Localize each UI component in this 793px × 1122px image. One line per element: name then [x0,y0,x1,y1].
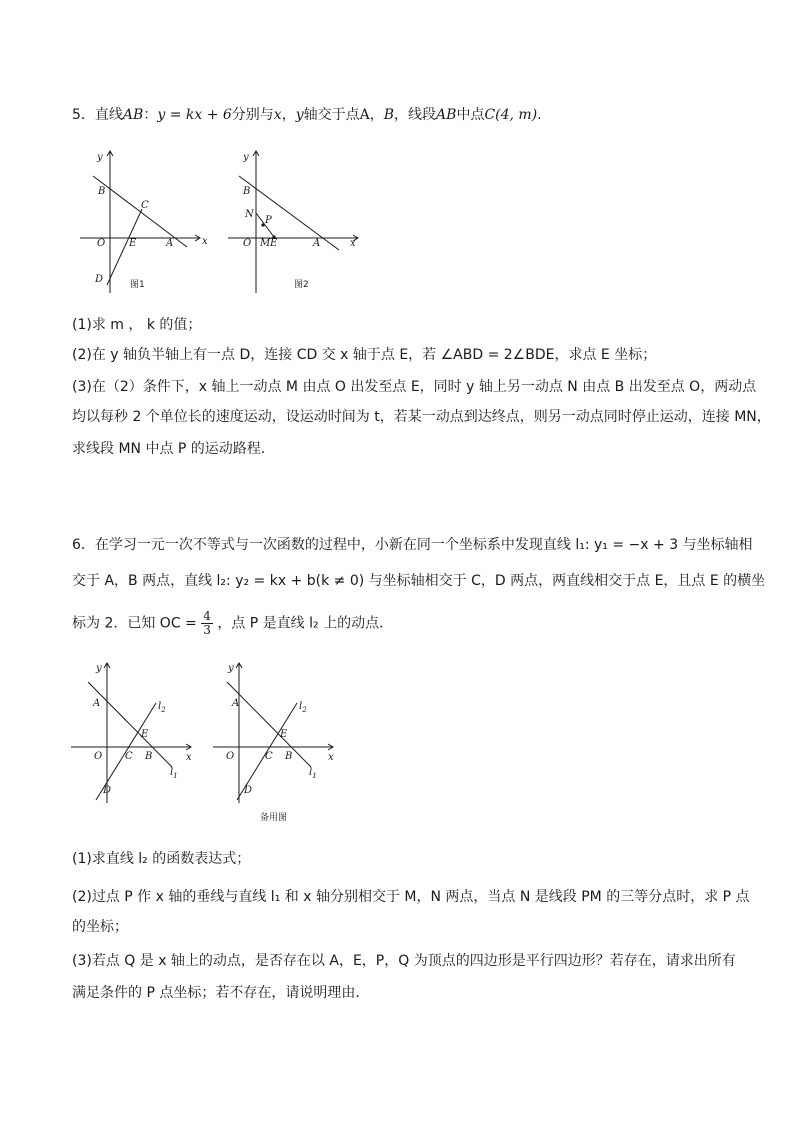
p6-stem-line-2: 交于 A，B 两点，直线 l₂: y₂ = kx + b(k ≠ 0) 与坐标轴相交于 C，D 两点，两直线相交于点 E，且点 E 的横坐 [72,573,766,589]
label-a: A [232,698,240,709]
label-m: M [260,238,271,249]
label-y: y [97,152,103,163]
label-y: y [96,663,102,674]
label-x: x [328,752,334,763]
label-b: B [285,751,293,762]
label-o: O [226,751,235,762]
label-x: x [202,236,208,247]
label-d: D [244,785,253,796]
label-n: N [245,209,254,220]
label-e: E [270,238,278,249]
label-x: x [350,238,356,249]
line-ab [239,176,339,250]
line-cd [107,209,142,285]
label-l1: $l_1$ [309,767,317,780]
p6-question-2-line-1: (2)过点 P 作 x 轴的垂线与直线 l₁ 和 x 轴分别相交于 M，N 两点，当点 N 是线段 PM 的三等分点时，求 P 点 [72,889,750,905]
label-a: A [93,698,101,709]
label-o: O [94,751,103,762]
p5-question-1: (1)求 m ， k 的值； [72,317,202,333]
p5-question-3-line-2: 均以每秒 2 个单位长的速度运动，设运动时间为 t，若某一动点到达终点，则另一动点同时停止运动，连接 MN， [72,409,771,425]
label-c: C [265,751,273,762]
p6-question-3-line-2: 满足条件的 P 点坐标；若不存在，请说明理由． [72,985,370,1001]
label-b: B [98,186,106,197]
label-b: B [145,751,153,762]
label-l1: $l_1$ [170,767,178,780]
label-x: x [186,752,192,763]
label-a: A [166,238,174,249]
label-e: E [280,729,288,740]
p6-figure-1 [66,658,201,808]
label-y: y [228,663,234,674]
p6-question-2-line-2: 的坐标； [72,919,128,935]
p5-stem: 5．直线AB：y = kx + 6分别与x，y轴交于点A，B，线段AB中点C(4, m). [72,107,542,123]
label-o: O [243,238,252,249]
p5-question-3-line-1: (3)在（2）条件下，x 轴上一动点 M 由点 O 出发至点 E，同时 y 轴上另一动点 N 由点 B 出发至点 O，两动点 [72,379,757,395]
label-l2: $l_2$ [158,701,166,714]
p6-stem-line-1: 6．在学习一元一次不等式与一次函数的过程中，小新在同一个坐标系中发现直线 l₁: y₁ = −x + 3 与坐标轴相 [72,537,753,553]
p5-figure-2 [222,145,367,297]
p6-question-1: (1)求直线 l₂ 的函数表达式； [72,851,251,867]
caption-fig1: 图1 [130,280,145,290]
label-d: D [95,274,104,285]
p6-figure-backup [208,658,343,828]
caption-fig2: 图2 [294,280,309,290]
label-d: D [103,785,112,796]
p5-question-2: (2)在 y 轴负半轴上有一点 D，连接 CD 交 x 轴于点 E，若 ∠ABD = 2∠BDE，求点 E 坐标； [72,347,657,363]
label-e: E [141,729,149,740]
label-o: O [97,238,106,249]
label-p: P [265,215,272,226]
caption-backup: 备用图 [260,813,288,823]
p5-question-3-line-3: 求线段 MN 中点 P 的运动路程． [72,441,275,457]
label-b: B [243,186,251,197]
label-l2: $l_2$ [299,701,307,714]
fraction-four-thirds: $\frac{4}{3}$ [203,609,211,637]
label-c: C [125,751,133,762]
p5-figure-1 [70,145,220,297]
label-c: C [141,200,149,211]
label-e: E [129,238,137,249]
p6-stem-line-3: 标为 2．已知 OC = $\frac{4}{3}$ ，点 P 是直线 l₂ 上的动点． [72,609,394,637]
label-y: y [243,152,249,163]
p6-question-3-line-1: (3)若点 Q 是 x 轴上的动点，是否存在以 A，E，P，Q 为顶点的四边形是平行四边形？若存在，请求出所有 [72,953,736,969]
label-a: A [313,238,321,249]
line-ab [93,176,187,247]
